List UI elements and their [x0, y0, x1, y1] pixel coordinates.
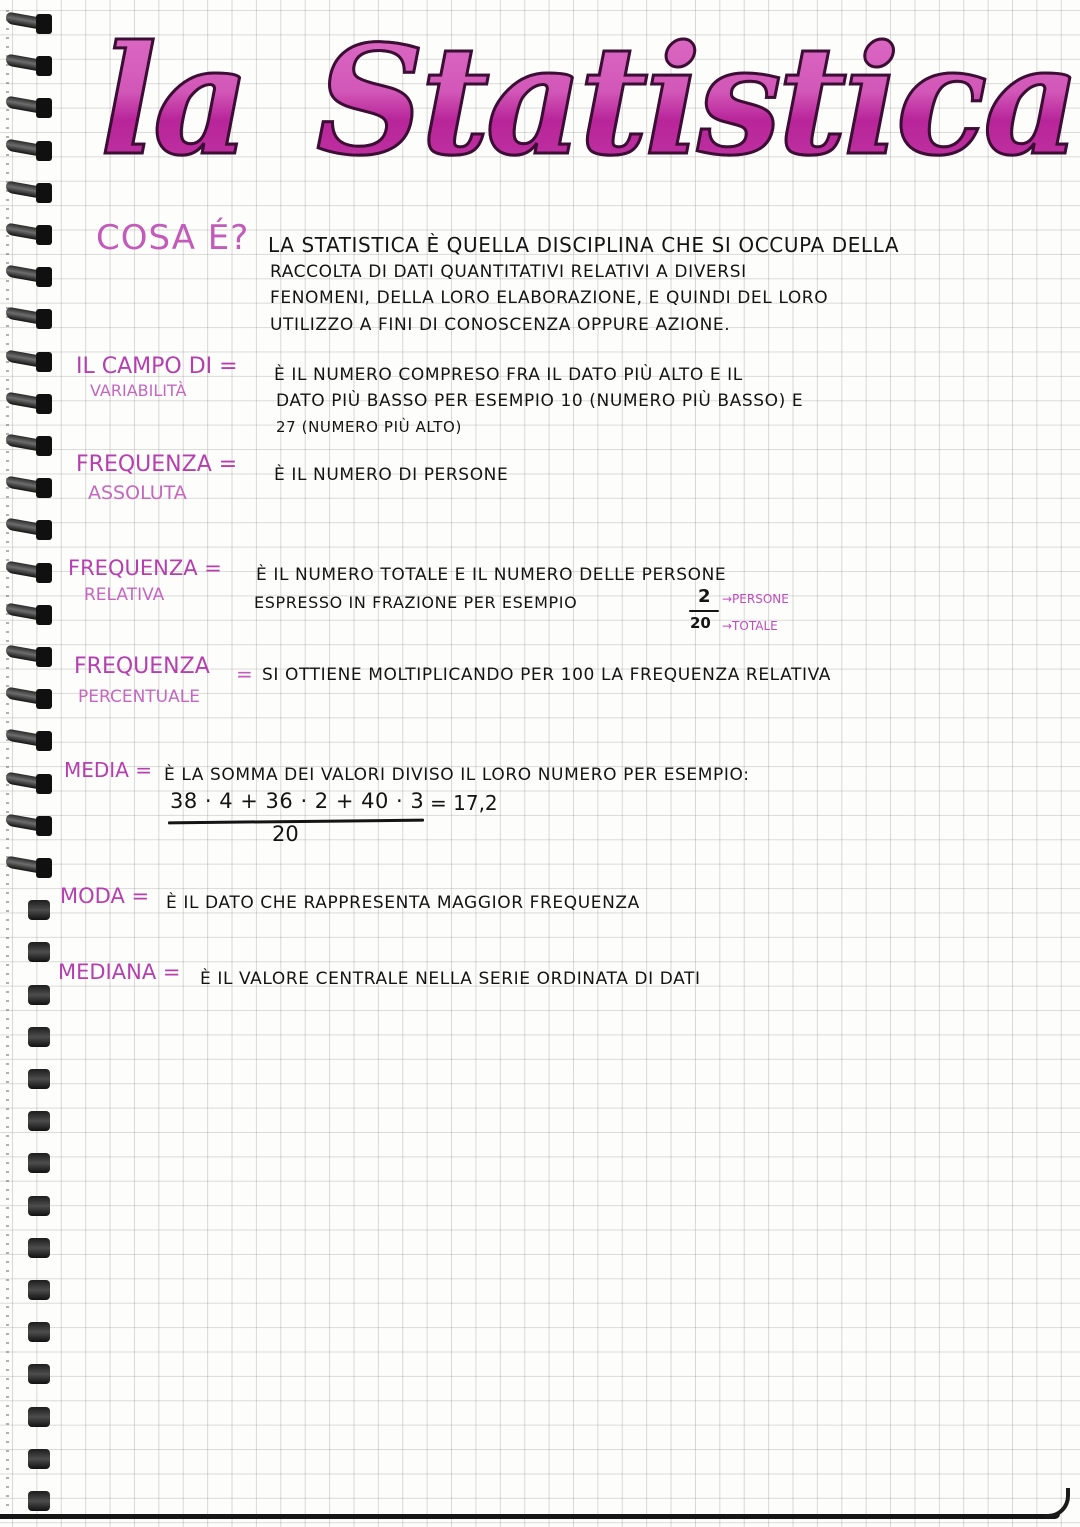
ring-hole: [28, 1491, 50, 1511]
spiral-ring: [6, 1025, 58, 1047]
spiral-ring: [6, 54, 58, 76]
spiral-ring: [6, 856, 58, 878]
spiral-ring: [6, 772, 58, 794]
media-formula-numerator: 38 · 4 + 36 · 2 + 40 · 3: [170, 789, 425, 813]
frequenza-relativa-line-2: ESPRESSO IN FRAZIONE PER ESEMPIO: [254, 593, 578, 612]
ring-hole: [36, 309, 52, 329]
ring-hole: [36, 478, 52, 498]
ring-hole: [36, 141, 52, 161]
spiral-ring: [6, 1489, 58, 1511]
spiral-ring: [6, 434, 58, 456]
section-label-media: MEDIA =: [64, 758, 152, 782]
spiral-ring: [6, 1447, 58, 1469]
spiral-ring: [6, 1320, 58, 1342]
spiral-ring: [6, 12, 58, 34]
ring-hole: [28, 1153, 50, 1173]
campo-line-3: 27 (NUMERO PIÙ ALTO): [276, 418, 462, 436]
frequenza-percentuale-line-1: SI OTTIENE MOLTIPLICANDO PER 100 LA FREQUENZA RELATIVA: [262, 665, 832, 685]
campo-line-2: DATO PIÙ BASSO PER ESEMPIO 10 (NUMERO PIÙ BASSO) E: [276, 391, 804, 411]
ring-hole: [28, 1069, 50, 1089]
spiral-ring: [6, 983, 58, 1005]
ring-hole: [36, 563, 52, 583]
ring-hole: [36, 98, 52, 118]
ring-hole: [36, 183, 52, 203]
ring-hole: [36, 267, 52, 287]
section-label-assoluta: ASSOLUTA: [88, 482, 187, 504]
media-formula-denominator: 20: [272, 822, 299, 846]
spiral-ring: [6, 223, 58, 245]
page-title: [80, 6, 1077, 206]
cosa-e-line-3: FENOMENI, DELLA LORO ELABORAZIONE, E QUINDI DEL LORO: [270, 288, 829, 308]
ring-hole: [28, 1238, 50, 1258]
spiral-ring: [6, 1109, 58, 1131]
spiral-ring: [6, 603, 58, 625]
section-label-mediana: MEDIANA =: [58, 960, 181, 984]
cosa-e-line-4: UTILIZZO A FINI DI CONOSCENZA OPPURE AZIONE.: [270, 315, 731, 335]
ring-hole: [28, 1449, 50, 1469]
spiral-ring: [6, 729, 58, 751]
spiral-ring: [6, 645, 58, 667]
ring-hole: [36, 689, 52, 709]
title-word-statistica: Statistica: [316, 13, 1077, 189]
ring-hole: [28, 985, 50, 1005]
ring-hole: [28, 1364, 50, 1384]
section-label-frequenza-assoluta: FREQUENZA =: [76, 452, 238, 477]
spiral-binding: [0, 0, 70, 1527]
spiral-ring: [6, 350, 58, 372]
spiral-ring: [6, 265, 58, 287]
ring-hole: [36, 858, 52, 878]
frequenza-relativa-line-1: È IL NUMERO TOTALE E IL NUMERO DELLE PERSONE: [256, 565, 727, 585]
spiral-ring: [6, 561, 58, 583]
section-label-frequenza-relativa: FREQUENZA =: [68, 556, 222, 580]
section-label-frequenza-percentuale: FREQUENZA: [74, 654, 210, 679]
section-label-moda: MODA =: [60, 884, 150, 908]
spiral-ring: [6, 518, 58, 540]
spiral-ring: [6, 1278, 58, 1300]
ring-hole: [36, 225, 52, 245]
ring-hole: [28, 1196, 50, 1216]
fraction-denominator-note: →TOTALE: [722, 619, 778, 633]
ring-hole: [36, 647, 52, 667]
section-label-variabilita: VARIABILITÀ: [90, 381, 187, 400]
frequenza-assoluta-line-1: È IL NUMERO DI PERSONE: [274, 465, 509, 485]
spiral-ring: [6, 940, 58, 962]
ring-hole: [36, 520, 52, 540]
ring-hole: [36, 394, 52, 414]
ring-hole: [36, 436, 52, 456]
ring-hole: [36, 352, 52, 372]
ring-hole: [36, 56, 52, 76]
spiral-ring: [6, 1067, 58, 1089]
ring-hole: [36, 14, 52, 34]
ring-hole: [36, 816, 52, 836]
frequenza-percentuale-equals: =: [236, 662, 253, 686]
ring-hole: [28, 1322, 50, 1342]
spiral-ring: [6, 898, 58, 920]
spiral-ring: [6, 307, 58, 329]
spiral-ring: [6, 1405, 58, 1427]
page-bottom-edge: [0, 1514, 1060, 1519]
spiral-ring: [6, 139, 58, 161]
section-label-campo-di: IL CAMPO DI =: [76, 354, 238, 379]
section-label-relativa: RELATIVA: [84, 585, 165, 605]
campo-line-1: È IL NUMERO COMPRESO FRA IL DATO PIÙ ALTO E IL: [274, 365, 743, 385]
ring-hole: [28, 1027, 50, 1047]
section-label-percentuale: PERCENTUALE: [78, 687, 200, 707]
fraction-denominator: 20: [690, 614, 711, 632]
spiral-ring: [6, 1236, 58, 1258]
ring-hole: [36, 774, 52, 794]
fraction-numerator: 2: [698, 586, 711, 607]
title-word-la: la: [100, 13, 247, 189]
spiral-ring: [6, 814, 58, 836]
moda-line-1: È IL DATO CHE RAPPRESENTA MAGGIOR FREQUENZA: [166, 893, 640, 913]
media-formula-result: = 17,2: [430, 791, 498, 815]
fraction-bar: [689, 610, 719, 612]
ring-hole: [28, 900, 50, 920]
ring-hole: [36, 731, 52, 751]
mediana-line-1: È IL VALORE CENTRALE NELLA SERIE ORDINATA DI DATI: [200, 969, 701, 989]
ring-hole: [28, 1407, 50, 1427]
ring-hole: [36, 605, 52, 625]
spiral-ring: [6, 476, 58, 498]
spiral-ring: [6, 1194, 58, 1216]
spiral-ring: [6, 181, 58, 203]
title-lettering: [80, 6, 1077, 196]
fraction-numerator-note: →PERSONE: [722, 592, 789, 606]
spiral-ring: [6, 96, 58, 118]
cosa-e-line-2: RACCOLTA DI DATI QUANTITATIVI RELATIVI A DIVERSI: [270, 262, 747, 282]
spiral-ring: [6, 392, 58, 414]
media-line-1: È LA SOMMA DEI VALORI DIVISO IL LORO NUMERO PER ESEMPIO:: [164, 765, 750, 785]
ring-hole: [28, 942, 50, 962]
spiral-ring: [6, 1151, 58, 1173]
cosa-e-line-1: LA STATISTICA È QUELLA DISCIPLINA CHE SI OCCUPA DELLA: [268, 233, 900, 257]
ring-hole: [28, 1111, 50, 1131]
spiral-ring: [6, 687, 58, 709]
section-label-cosa-e: COSA É?: [96, 218, 250, 258]
spiral-ring: [6, 1362, 58, 1384]
ring-hole: [28, 1280, 50, 1300]
